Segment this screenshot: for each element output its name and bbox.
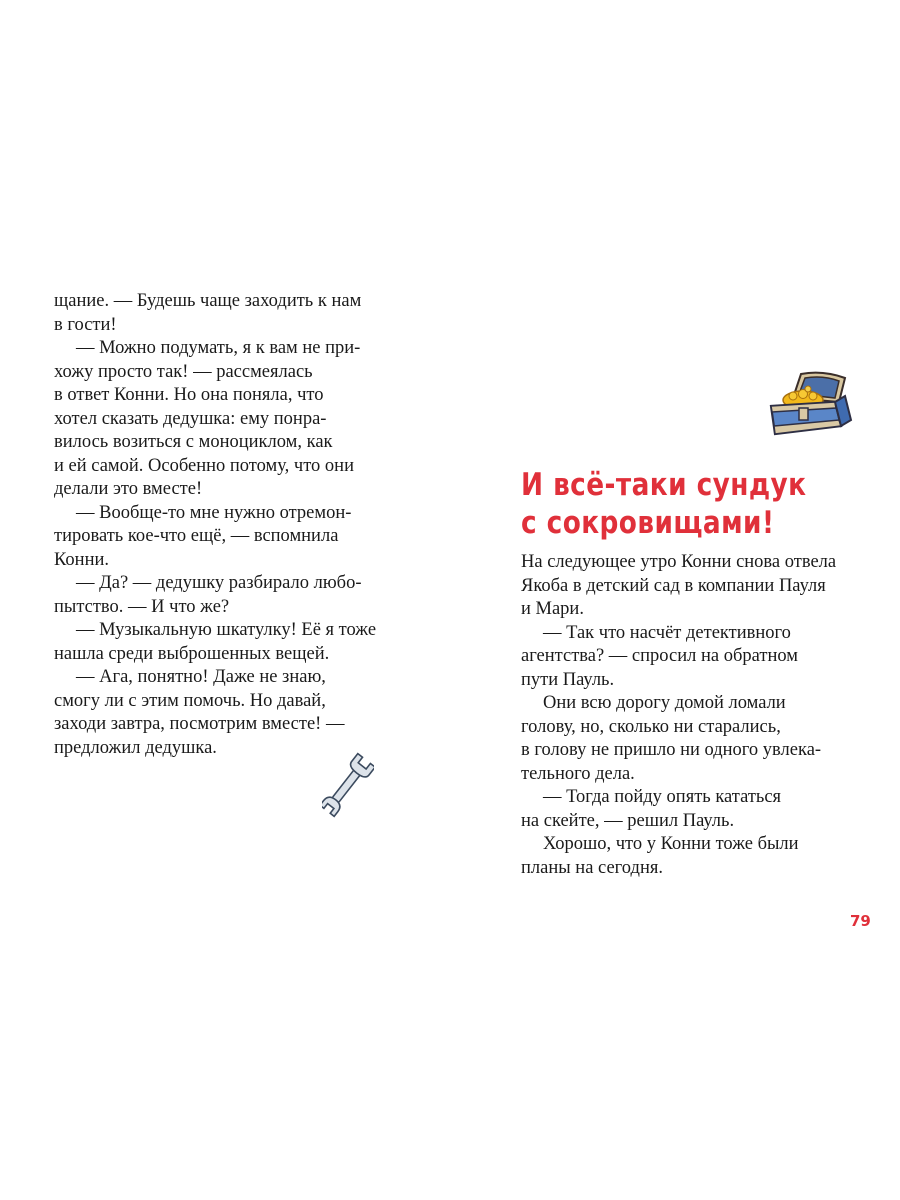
text-line: и Мари. [521,599,584,619]
left-text-column [54,290,384,760]
text-line: тельного дела. [521,763,635,784]
text-line: Конни. [54,549,109,570]
text-line: хотел сказать дедушка: ему понра- [54,408,327,429]
text-line: нашла среди выброшенных вещей. [54,643,330,664]
text-line: в ответ Конни. Но она поняла, что [54,385,324,405]
text-line: — Ага, понятно! Даже не знаю, [76,667,326,687]
text-line: тировать кое-что ещё, — вспомнила [54,526,339,546]
treasure-chest-icon [763,368,853,442]
text-line: — Да? — дедушку разбирало любо- [76,573,362,593]
text-line: предложил дедушка. [54,737,217,758]
text-line: планы на сегодня. [521,857,663,878]
text-line: на скейте, — решил Пауль. [521,810,735,831]
text-line: Они всю дорогу домой ломали [543,693,786,713]
text-line: в голову не пришло ни одного увлека- [521,740,822,760]
text-line: Якоба в детский сад в компании Пауля [521,575,826,596]
text-line: щание. — Будешь чаще заходить к нам [54,291,362,311]
text-line: Хорошо, что у Конни тоже были [543,834,799,854]
text-line: — Можно подумать, я к вам не при- [76,338,361,358]
chapter-title-line: И всё-таки сундук [521,467,807,503]
text-line: На следующее утро Конни снова отвела [521,552,837,572]
text-line: пытство. — И что же? [54,596,230,617]
chapter-title-line: с сокровищами! [521,505,775,541]
page-number: 79 [850,912,871,930]
text-line: агентства? — спросил на обратном [521,646,798,666]
text-line: — Тогда пойду опять кататься [543,787,782,807]
text-line: — Музыкальную шкатулку! Её я тоже [76,620,377,640]
text-line: и ей самой. Особенно потому, что они [54,455,354,476]
text-line: смогу ли с этим помочь. Но давай, [54,690,326,711]
wrench-icon [322,748,374,820]
text-line: делали это вместе! [54,479,203,499]
text-line: вилось возиться с моноциклом, как [54,432,333,452]
text-line: — Вообще-то мне нужно отремон- [76,502,352,523]
text-line: пути Пауль. [521,669,615,690]
chapter-heading [521,466,861,542]
text-line: хожу просто так! — рассмеялась [54,361,313,382]
text-line: в гости! [54,314,117,335]
right-text-column [521,551,851,880]
text-line: голову, но, сколько ни старались, [521,716,781,737]
text-line: — Так что насчёт детективного [543,622,791,643]
text-line: заходи завтра, посмотрим вместе! — [54,714,345,734]
